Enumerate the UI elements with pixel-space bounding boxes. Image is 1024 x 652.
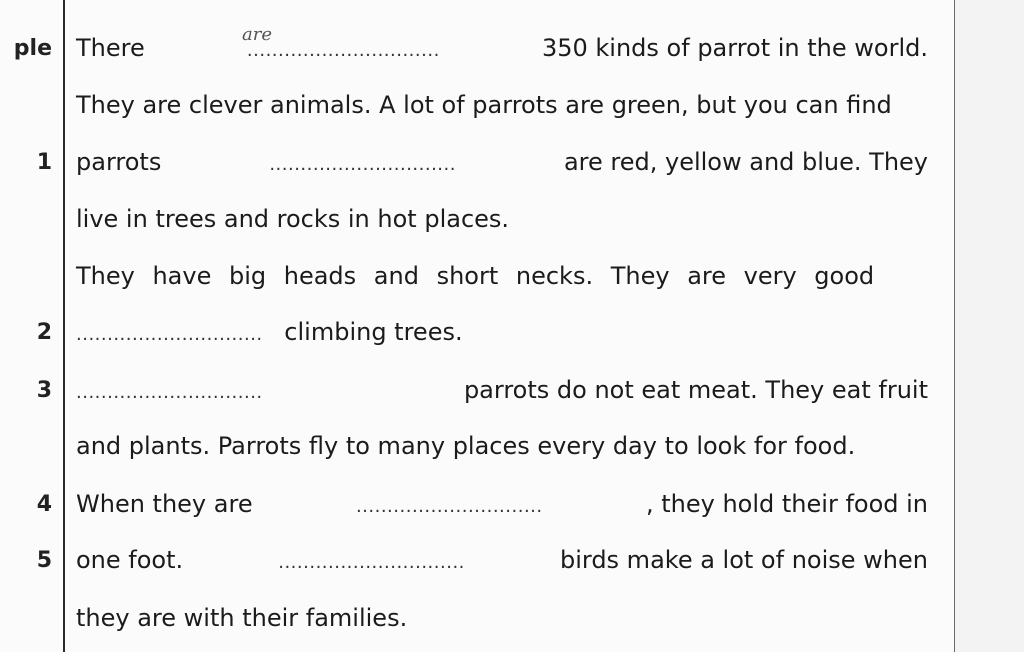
text-line-1 xyxy=(76,36,928,60)
line-text: are red, yellow and blue. They xyxy=(563,148,928,176)
line-text: parrots xyxy=(76,148,162,176)
text-line-5: They have big heads and short necks. They are very good xyxy=(76,262,875,290)
question-number-5: 5 xyxy=(36,548,52,573)
text-line-9 xyxy=(76,492,928,516)
line-text: parrots do not eat meat. They eat fruit xyxy=(463,376,928,404)
text-line-7 xyxy=(76,378,928,402)
answer-blank-5[interactable]: .............................. xyxy=(278,552,465,573)
text-line-3 xyxy=(76,150,928,174)
text-line-2: They are clever animals. A lot of parrots are green, but you can find xyxy=(76,91,892,119)
answer-blank-4[interactable]: .............................. xyxy=(355,496,543,517)
left-border-line xyxy=(63,0,65,652)
line-text: There xyxy=(76,34,145,62)
question-number-1: 1 xyxy=(36,150,52,175)
text-line-10 xyxy=(76,548,928,572)
line-text: 350 kinds of parrot in the world. xyxy=(541,34,928,62)
example-label: ple xyxy=(13,36,52,61)
line-text: climbing trees. xyxy=(284,318,463,346)
question-number-3: 3 xyxy=(36,378,52,403)
line-text: birds make a lot of noise when xyxy=(559,546,928,574)
handwritten-answer: are xyxy=(242,24,272,45)
answer-blank-2[interactable]: .............................. xyxy=(76,324,263,345)
question-number-2: 2 xyxy=(36,320,52,345)
text-line-11: they are with their families. xyxy=(76,604,408,632)
answer-blank-3[interactable]: .............................. xyxy=(76,382,263,403)
line-text: , they hold their food in xyxy=(645,490,928,518)
text-line-6 xyxy=(76,320,928,344)
question-number-4: 4 xyxy=(36,492,52,517)
line-text: When they are xyxy=(76,490,253,518)
text-line-4: live in trees and rocks in hot places. xyxy=(76,205,510,233)
answer-blank-1[interactable]: .............................. xyxy=(269,154,456,175)
answer-blank-example[interactable]: ............................... xyxy=(246,40,440,61)
page-edge-shade xyxy=(955,0,1024,652)
line-text: one foot. xyxy=(76,546,184,574)
right-border-line xyxy=(954,0,955,652)
text-line-8: and plants. Parrots fly to many places every day to look for food. xyxy=(76,432,856,460)
